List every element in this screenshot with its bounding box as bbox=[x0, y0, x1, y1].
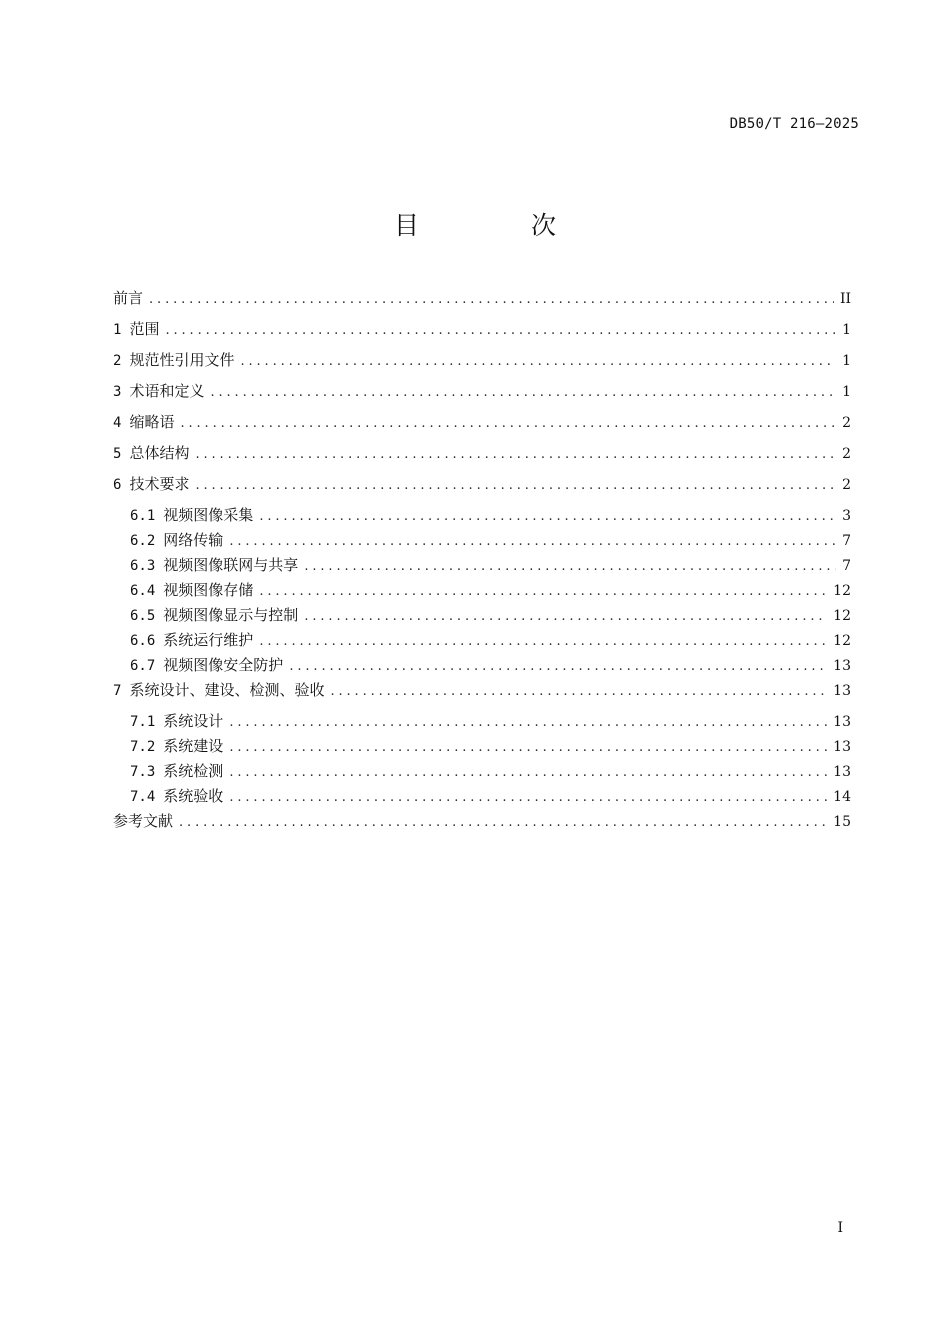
table-of-contents bbox=[113, 286, 851, 840]
toc-entry-page: II bbox=[839, 291, 851, 307]
toc-entry-text: 前言 bbox=[113, 289, 144, 307]
toc-entry-page: 2 bbox=[842, 446, 851, 462]
toc-leader-dots bbox=[289, 654, 827, 679]
toc-leader-dots bbox=[229, 710, 827, 735]
toc-entry-text: 视频图像显示与控制 bbox=[163, 606, 299, 624]
toc-leader-dots bbox=[179, 810, 827, 835]
toc-entry-text: 参考文献 bbox=[113, 812, 174, 830]
toc-entry-text: 系统建设 bbox=[163, 737, 224, 755]
toc-entry-page: 2 bbox=[842, 415, 851, 431]
toc-entry-label bbox=[130, 784, 223, 810]
toc-entry-label bbox=[130, 709, 223, 735]
toc-leader-dots bbox=[259, 504, 836, 529]
toc-entry-page: 14 bbox=[833, 789, 851, 805]
toc-entry[interactable] bbox=[113, 348, 851, 379]
toc-entry-text: 技术要求 bbox=[129, 475, 190, 493]
toc-entry-text: 系统设计、建设、检测、验收 bbox=[129, 681, 325, 699]
toc-entry-label bbox=[130, 503, 253, 529]
toc-entry-number: 7.2 bbox=[130, 739, 156, 755]
toc-entry-text: 视频图像安全防护 bbox=[163, 656, 284, 674]
toc-entry-text: 缩略语 bbox=[129, 413, 175, 431]
toc-entry-number: 6.2 bbox=[130, 533, 156, 549]
toc-entry-page: 7 bbox=[842, 558, 851, 574]
toc-entry-page: 1 bbox=[842, 384, 851, 400]
toc-entry-label bbox=[130, 628, 253, 654]
toc-entry-label bbox=[130, 759, 223, 785]
toc-entry[interactable] bbox=[113, 472, 851, 503]
toc-entry-label bbox=[130, 528, 223, 554]
toc-entry-number: 7.3 bbox=[130, 764, 156, 780]
toc-entry-number: 6.1 bbox=[130, 508, 156, 524]
toc-entry-page: 13 bbox=[833, 739, 851, 755]
toc-subentry[interactable] bbox=[113, 603, 851, 628]
toc-entry-page: 12 bbox=[833, 633, 851, 649]
toc-entry-number: 7.1 bbox=[130, 714, 156, 730]
toc-leader-dots bbox=[195, 473, 836, 498]
toc-entry-label bbox=[130, 553, 298, 579]
toc-entry-page: 13 bbox=[833, 658, 851, 674]
toc-leader-dots bbox=[229, 529, 836, 554]
toc-leader-dots bbox=[149, 287, 834, 312]
toc-entry-page: 1 bbox=[842, 322, 851, 338]
toc-entry-label bbox=[113, 678, 324, 704]
toc-leader-dots bbox=[180, 411, 836, 436]
toc-subentry[interactable] bbox=[113, 653, 851, 678]
toc-entry-label bbox=[113, 441, 189, 467]
toc-entry-page: 12 bbox=[833, 608, 851, 624]
page-title: 目 次 bbox=[394, 211, 608, 240]
toc-entry-number: 1 bbox=[113, 322, 122, 338]
toc-subentry[interactable] bbox=[113, 578, 851, 603]
toc-leader-dots bbox=[304, 604, 827, 629]
toc-entry-text: 规范性引用文件 bbox=[129, 351, 235, 369]
toc-leader-dots bbox=[229, 735, 827, 760]
toc-entry-text: 系统验收 bbox=[163, 787, 224, 805]
toc-entry-page: 12 bbox=[833, 583, 851, 599]
toc-leader-dots bbox=[195, 442, 836, 467]
toc-entry-text: 网络传输 bbox=[163, 531, 224, 549]
toc-leader-dots bbox=[304, 554, 836, 579]
toc-subentry[interactable] bbox=[113, 553, 851, 578]
toc-entry[interactable] bbox=[113, 410, 851, 441]
toc-entry-label bbox=[130, 578, 253, 604]
toc-entry-page: 13 bbox=[833, 683, 851, 699]
toc-entry-page: 2 bbox=[842, 477, 851, 493]
toc-entry-label bbox=[113, 809, 173, 834]
toc-subentry[interactable] bbox=[113, 628, 851, 653]
toc-entry-number: 4 bbox=[113, 415, 122, 431]
toc-entry-number: 6.3 bbox=[130, 558, 156, 574]
toc-entry-page: 15 bbox=[833, 814, 851, 830]
toc-entry-number: 2 bbox=[113, 353, 122, 369]
toc-entry-text: 视频图像联网与共享 bbox=[163, 556, 299, 574]
toc-entry[interactable] bbox=[113, 678, 851, 709]
toc-entry-number: 6.7 bbox=[130, 658, 156, 674]
toc-entry[interactable] bbox=[113, 286, 851, 317]
toc-entry-text: 视频图像采集 bbox=[163, 506, 254, 524]
toc-entry[interactable] bbox=[113, 809, 851, 840]
toc-entry[interactable] bbox=[113, 441, 851, 472]
toc-leader-dots bbox=[229, 760, 827, 785]
toc-entry-page: 7 bbox=[842, 533, 851, 549]
toc-leader-dots bbox=[210, 380, 836, 405]
toc-entry[interactable] bbox=[113, 317, 851, 348]
toc-entry-number: 6.5 bbox=[130, 608, 156, 624]
toc-entry-number: 7 bbox=[113, 683, 122, 699]
toc-leader-dots bbox=[330, 679, 827, 704]
toc-entry-text: 系统检测 bbox=[163, 762, 224, 780]
toc-entry-label bbox=[113, 348, 234, 374]
toc-entry-label bbox=[113, 472, 189, 498]
toc-leader-dots bbox=[229, 785, 827, 810]
toc-subentry[interactable] bbox=[113, 784, 851, 809]
toc-entry-text: 范围 bbox=[129, 320, 160, 338]
toc-entry-text: 术语和定义 bbox=[129, 382, 205, 400]
document-code: DB50/T 216—2025 bbox=[729, 116, 859, 132]
toc-entry-page: 13 bbox=[833, 714, 851, 730]
toc-entry-label bbox=[113, 317, 159, 343]
toc-subentry[interactable] bbox=[113, 528, 851, 553]
page-number: I bbox=[837, 1220, 843, 1236]
toc-entry-page: 13 bbox=[833, 764, 851, 780]
toc-entry-label bbox=[113, 286, 143, 311]
toc-entry-number: 3 bbox=[113, 384, 122, 400]
toc-leader-dots bbox=[259, 579, 827, 604]
toc-entry[interactable] bbox=[113, 379, 851, 410]
toc-subentry[interactable] bbox=[113, 759, 851, 784]
toc-entry-number: 5 bbox=[113, 446, 122, 462]
toc-entry-page: 1 bbox=[842, 353, 851, 369]
toc-leader-dots bbox=[259, 629, 827, 654]
toc-entry-label bbox=[113, 410, 174, 436]
toc-entry-number: 6.6 bbox=[130, 633, 156, 649]
toc-leader-dots bbox=[240, 349, 836, 374]
toc-subentry[interactable] bbox=[113, 734, 851, 759]
toc-subentry[interactable] bbox=[113, 709, 851, 734]
toc-entry-number: 6 bbox=[113, 477, 122, 493]
toc-entry-number: 6.4 bbox=[130, 583, 156, 599]
toc-entry-text: 系统运行维护 bbox=[163, 631, 254, 649]
toc-entry-page: 3 bbox=[842, 508, 851, 524]
toc-entry-text: 视频图像存储 bbox=[163, 581, 254, 599]
toc-leader-dots bbox=[165, 318, 836, 343]
toc-subentry[interactable] bbox=[113, 503, 851, 528]
toc-entry-text: 总体结构 bbox=[129, 444, 190, 462]
toc-entry-number: 7.4 bbox=[130, 789, 156, 805]
toc-entry-label bbox=[113, 379, 204, 405]
toc-entry-text: 系统设计 bbox=[163, 712, 224, 730]
toc-entry-label bbox=[130, 734, 223, 760]
toc-entry-label bbox=[130, 653, 283, 679]
toc-entry-label bbox=[130, 603, 298, 629]
